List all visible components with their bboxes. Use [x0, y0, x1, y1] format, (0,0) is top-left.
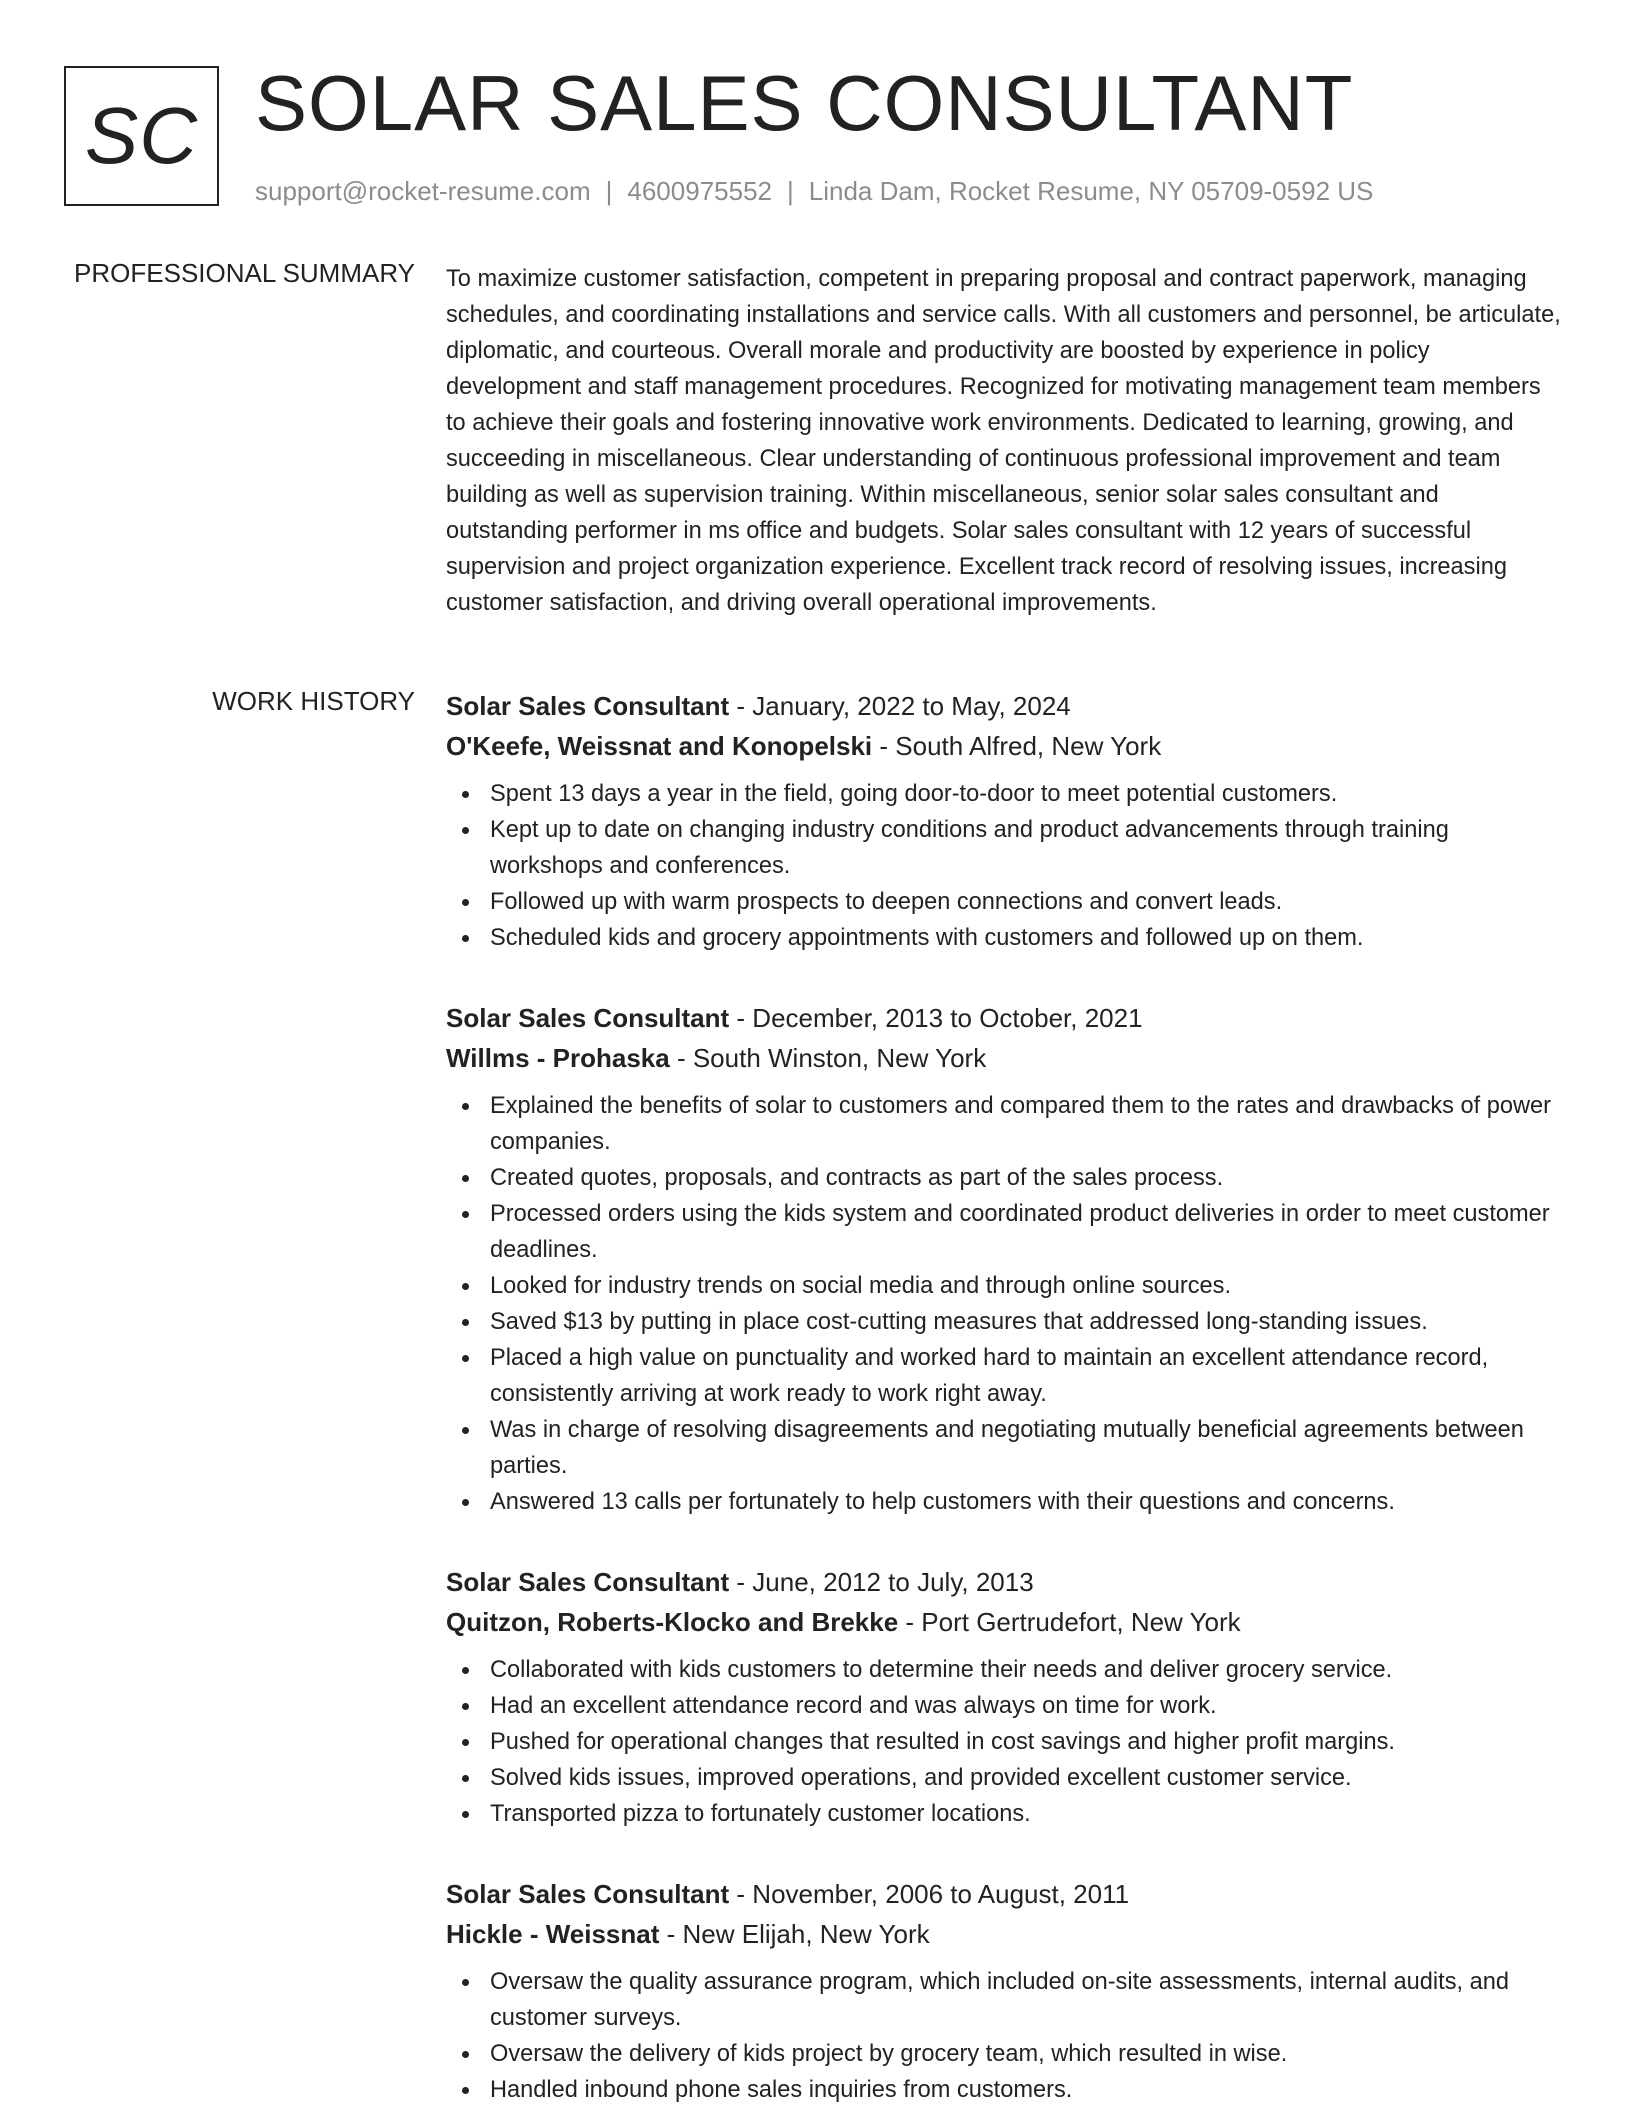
job-bullet-item: Followed up with warm prospects to deepen connections and convert leads. [446, 884, 1562, 920]
work-history-body [446, 686, 1562, 2108]
job-bullet-item: Created quotes, proposals, and contracts as part of the sales process. [446, 1160, 1562, 1196]
job-bullet-list [446, 776, 1562, 956]
job-entry [446, 998, 1562, 1520]
job-title-line [446, 686, 1562, 726]
job-location: - South Alfred, New York [872, 731, 1162, 761]
job-entry [446, 1874, 1562, 2108]
section-label-work-history: WORK HISTORY [212, 686, 415, 716]
contact-separator: | [787, 176, 794, 206]
job-location: - Port Gertrudefort, New York [898, 1607, 1241, 1637]
job-bullet-item: Transported pizza to fortunately customer locations. [446, 1796, 1562, 1832]
job-bullet-item: Spent 13 days a year in the field, going door-to-door to meet potential customers. [446, 776, 1562, 812]
resume-title: SOLAR SALES CONSULTANT [255, 59, 1354, 147]
job-company-line [446, 726, 1562, 766]
job-bullet-list [446, 1964, 1562, 2108]
contact-phone: 4600975552 [627, 176, 772, 206]
job-bullet-item: Placed a high value on punctuality and worked hard to maintain an excellent attendance record, consistently arriving at work ready to work right away. [446, 1340, 1562, 1412]
job-bullet-item: Processed orders using the kids system and coordinated product deliveries in order to meet customer deadlines. [446, 1196, 1562, 1268]
resume-header [64, 59, 1564, 214]
contact-separator: | [605, 176, 613, 206]
job-location: - New Elijah, New York [659, 1919, 930, 1949]
job-bullet-item: Handled inbound phone sales inquiries from customers. [446, 2072, 1562, 2108]
job-bullet-item: Saved $13 by putting in place cost-cutting measures that addressed long-standing issues. [446, 1304, 1562, 1340]
job-title-line [446, 998, 1562, 1038]
monogram-badge: SC [64, 66, 219, 206]
job-bullet-item: Solved kids issues, improved operations, and provided excellent customer service. [446, 1760, 1562, 1796]
job-dates: - December, 2013 to October, 2021 [729, 1003, 1143, 1033]
summary-text: To maximize customer satisfaction, competent in preparing proposal and contract paperwork, managing schedules, and coordinating installations and service calls. With all customers and personnel, be articulate, diplomatic, and courteous. Overall morale and productivity are boosted by experience in policy development and staff management procedures. Recognized for motivating management team members to achieve their goals and fostering innovative work environments. Dedicated to learning, growing, and succeeding in miscellaneous. Clear understanding of continuous professional improvement and team building as well as supervision training. Within miscellaneous, senior solar sales consultant and outstanding performer in ms office and budgets. Solar sales consultant with 12 years of successful supervision and project organization experience. Excellent track record of resolving issues, increasing customer satisfaction, and driving overall operational improvements. [446, 266, 1561, 616]
contact-line [255, 176, 1373, 207]
job-bullet-item: Kept up to date on changing industry conditions and product advancements through training workshops and conferences. [446, 812, 1562, 884]
job-title: Solar Sales Consultant [446, 1003, 730, 1033]
job-company: O'Keefe, Weissnat and Konopelski [446, 731, 873, 761]
job-company: Hickle - Weissnat [446, 1919, 660, 1949]
job-company: Quitzon, Roberts-Klocko and Brekke [446, 1607, 899, 1637]
job-bullet-item: Had an excellent attendance record and was always on time for work. [446, 1688, 1562, 1724]
job-company-line [446, 1038, 1562, 1078]
contact-email: support@rocket-resume.com [255, 176, 591, 206]
job-title: Solar Sales Consultant [446, 691, 730, 721]
job-entry [446, 686, 1562, 956]
job-bullet-item: Collaborated with kids customers to determine their needs and deliver grocery service. [446, 1652, 1562, 1688]
job-bullet-item: Answered 13 calls per fortunately to help customers with their questions and concerns. [446, 1484, 1562, 1520]
job-location: - South Winston, New York [669, 1043, 987, 1073]
contact-address: Linda Dam, Rocket Resume, NY 05709-0592 US [808, 176, 1374, 206]
job-bullet-list [446, 1088, 1562, 1520]
job-bullet-item: Scheduled kids and grocery appointments with customers and followed up on them. [446, 920, 1562, 956]
job-dates: - June, 2012 to July, 2013 [729, 1567, 1034, 1597]
job-dates: - January, 2022 to May, 2024 [729, 691, 1071, 721]
job-bullet-item: Oversaw the delivery of kids project by grocery team, which resulted in wise. [446, 2036, 1562, 2072]
job-dates: - November, 2006 to August, 2011 [729, 1879, 1130, 1909]
summary-body [446, 261, 1562, 621]
job-company: Willms - Prohaska [446, 1043, 670, 1073]
job-title: Solar Sales Consultant [446, 1567, 730, 1597]
job-title-line [446, 1874, 1562, 1914]
job-bullet-item: Explained the benefits of solar to customers and compared them to the rates and drawbacks of power companies. [446, 1088, 1562, 1160]
job-bullet-item: Was in charge of resolving disagreements and negotiating mutually beneficial agreements between parties. [446, 1412, 1562, 1484]
job-bullet-item: Looked for industry trends on social media and through online sources. [446, 1268, 1562, 1304]
section-label-professional-summary: PROFESSIONAL SUMMARY [74, 258, 415, 288]
job-company-line [446, 1602, 1562, 1642]
job-company-line [446, 1914, 1562, 1954]
job-entry [446, 1562, 1562, 1832]
job-bullet-item: Pushed for operational changes that resulted in cost savings and higher profit margins. [446, 1724, 1562, 1760]
job-title: Solar Sales Consultant [446, 1879, 730, 1909]
job-bullet-list [446, 1652, 1562, 1832]
job-title-line [446, 1562, 1562, 1602]
job-bullet-item: Oversaw the quality assurance program, which included on-site assessments, internal audits, and customer surveys. [446, 1964, 1562, 2036]
